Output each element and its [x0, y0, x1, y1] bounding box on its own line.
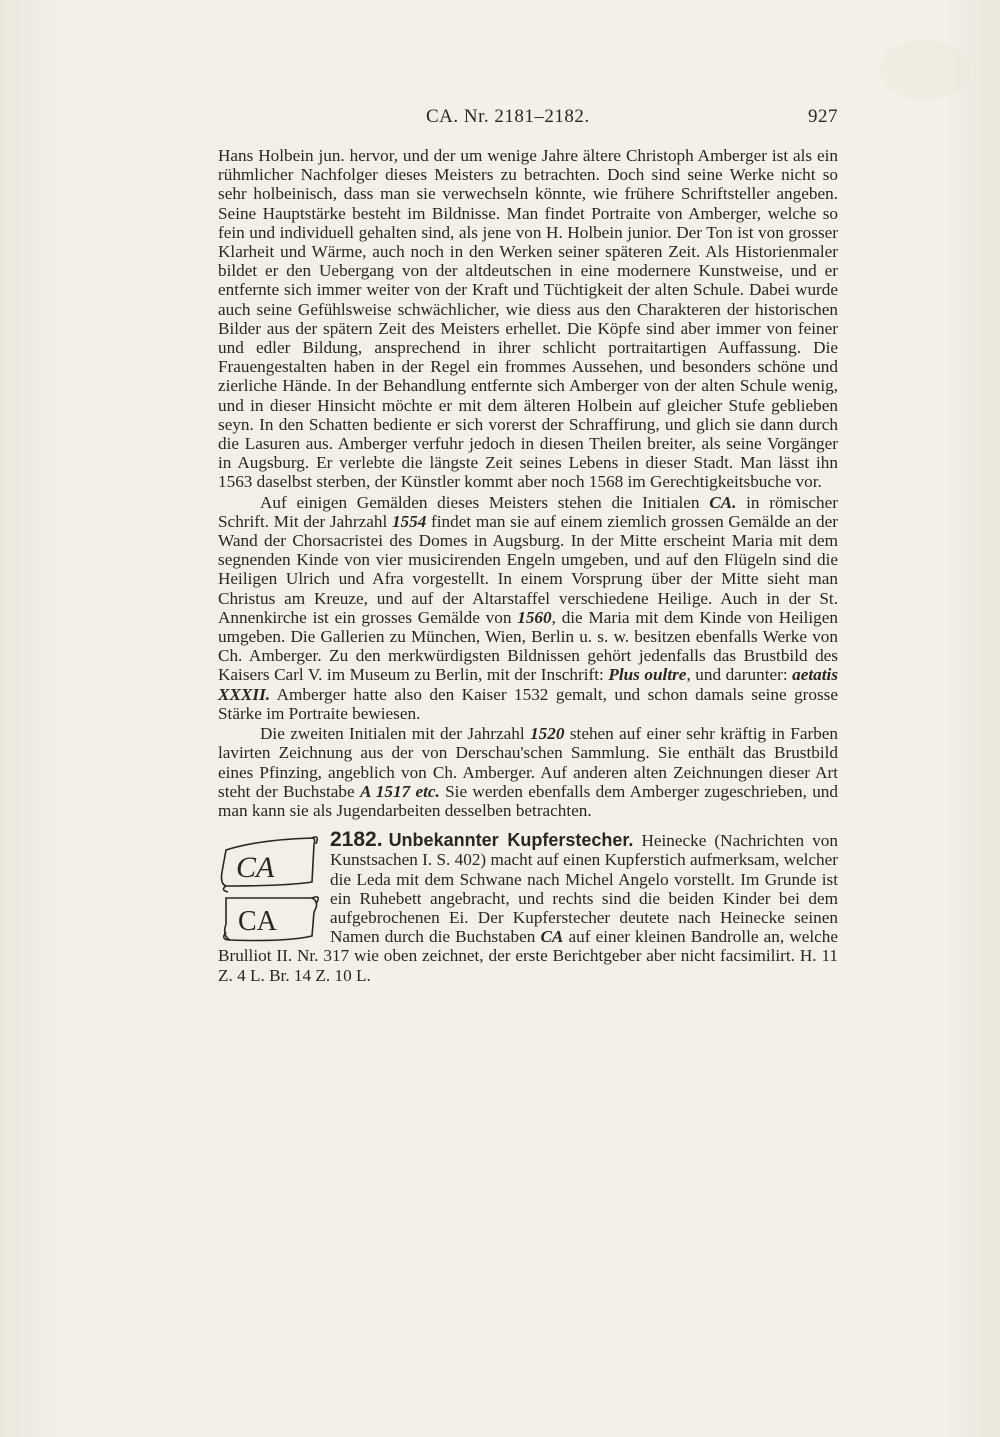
entry-text-a: Heinecke (Nachrichten von Kunstsachen I. S. 402) macht auf einen Kupferstich aufmerksam, welcher die Leda mit dem Schwane nach Michel Angelo vorstellt. Im Grunde ist ein Ruhebett angebracht, und rechts sind die beiden Kinder bei dem aufgebrochenen Ei. Der Kupferstecher deutete nach Heinecke seinen Namen durch die Buchstaben — [330, 831, 838, 947]
page-number: 927 — [808, 106, 838, 127]
initials-ca: CA. — [709, 492, 737, 512]
p3-text-b: stehen auf einer sehr kräftig in Farben lavirten Zeichnung aus der von Derschau'schen Sammlung. Sie enthält das Brustbild eines Pfinzing, angeblich von Ch. Amberger. Auf anderen alten Zeichnungen dieser Art steht der Buchstabe — [218, 724, 839, 801]
p2-text-e: , und darunter: — [686, 665, 793, 685]
body-text — [218, 146, 838, 985]
page-header — [218, 106, 838, 134]
paragraph-1: Hans Holbein jun. hervor, und der um wenige Jahre ältere Christoph Amberger ist als ein rühmlicher Nachfolger dieses Meisters zu betrachten. Doch sind seine Werke nicht so sehr holbeinisch, dass man sie verwechseln könnte, wie frühere Schriftsteller angeben. Seine Hauptstärke besteht im Bildnisse. Man findet Portraite von Amberger, welche so fein und individuell gehalten sind, als jene von H. Holbein junior. Der Ton ist von grosser Klarheit und Wärme, auch noch in den Werken seiner späteren Zeit. Als Historienmaler bildet er den Uebergang von der altdeutschen in eine modernere Kunstweise, und er entfernte sich immer weiter von der Kraft und Tüchtigkeit der alten Schule. Dabei wurde auch seine Gefühlsweise schwächlicher, wie diess aus den Charakteren der historischen Bilder aus der spätern Zeit des Meisters erhellet. Die Köpfe sind aber immer von feiner und edler Bildung, ansprechend in ihrer schlicht portraitartigen Auffassung. Die Frauengestalten haben in der Regel ein frommes Aussehen, und besonders schöne und zierliche Hände. In der Behandlung entfernte sich Amberger von der alten Schule wenig, und in dieser Hinsicht möchte er mit dem älteren Holbein auf gleicher Stufe geblieben seyn. In den Schatten bediente er sich vorerst der Schraffirung, und glich sie dann durch die Lasuren aus. Amberger verfuhr jedoch in diesen Theilen breiter, als seine Vorgänger in Augsburg. Er verlebte die längste Zeit seines Lebens in dieser Stadt. Man lässt ihn 1563 daselbst sterben, der Künstler kommt aber noch 1568 im Gerechtigkeitsbuche vor. — [218, 146, 838, 492]
mark-2-letters: CA — [238, 906, 277, 938]
p2-text-c: findet man sie auf einem ziemlich grossen Gemälde an der Wand der Chorsacristei des Domes in Augsburg. In der Mitte erscheint Maria mit dem segnenden Kinde von vier musicirenden Engeln umgeben, und auf den Flügeln sind die Heiligen Ulrich und Afra vorgestellt. In einem Vorsprung über der Mitte sieht man Christus am Kreuze, und auf der Altarstaffel verschiedene Heilige. Auch in der St. Annenkirche ist ein grosses Gemälde von — [218, 511, 838, 627]
paragraph-2 — [218, 493, 838, 723]
p2-text-f: Amberger hatte also den Kaiser 1532 gemalt, und schon damals seine grosse Stärke im Portraite bewiesen. — [218, 684, 838, 723]
entry-initials-ca: CA — [540, 927, 564, 947]
year-1554: 1554 — [391, 511, 427, 531]
entry-text-b: auf einer kleinen Bandrolle an, welche Brulliot II. Nr. 317 wie oben zeichnet, der erste Berichtgeber aber nicht facsimilirt. H. 11 Z. 4 L. Br. 14 Z. 10 L. — [218, 927, 838, 985]
p3-text-c: Sie werden ebenfalls dem Amberger zugeschrieben, und man kann sie als Jugendarbeiten desselben betrachten. — [218, 781, 838, 820]
entry-2182 — [218, 830, 838, 985]
banderole-1-tail — [223, 886, 228, 892]
inscription-aetatis: aetatis XXXII. — [218, 665, 839, 704]
p2-text-b: in römischer Schrift. Mit der Jahrzahl — [218, 492, 838, 531]
running-title: CA. Nr. 2181–2182. — [426, 106, 590, 127]
entry-number: 2182. — [330, 828, 383, 852]
mark-a-1517: A 1517 etc. — [359, 781, 440, 801]
p3-text-a: Die zweiten Initialen mit der Jahrzahl — [260, 724, 531, 744]
paper-stain — [880, 40, 970, 100]
monogram-marks — [216, 832, 326, 944]
entry-title: Unbekannter Kupferstecher. — [388, 830, 634, 851]
year-1520: 1520 — [530, 724, 565, 744]
p2-text-d: , die Maria mit dem Kinde von Heiligen umgeben. Die Gallerien zu München, Wien, Berlin u. s. w. besitzen ebenfalls Werke von Ch. Amberger. Zu den merkwürdigsten Bildnissen gehört jedenfalls das Brustbild des Kaisers Carl V. im Museum zu Berlin, mit der Inschrift: — [218, 607, 838, 685]
year-1560: 1560 — [517, 607, 552, 627]
paragraph-3 — [218, 724, 838, 820]
p2-text-a: Auf einigen Gemälden dieses Meisters stehen die Initialen — [260, 492, 710, 512]
monogram-marks-svg — [216, 832, 326, 944]
mark-1-letters: CA — [236, 851, 275, 885]
inscription-plus-oultre: Plus oultre — [608, 665, 687, 685]
